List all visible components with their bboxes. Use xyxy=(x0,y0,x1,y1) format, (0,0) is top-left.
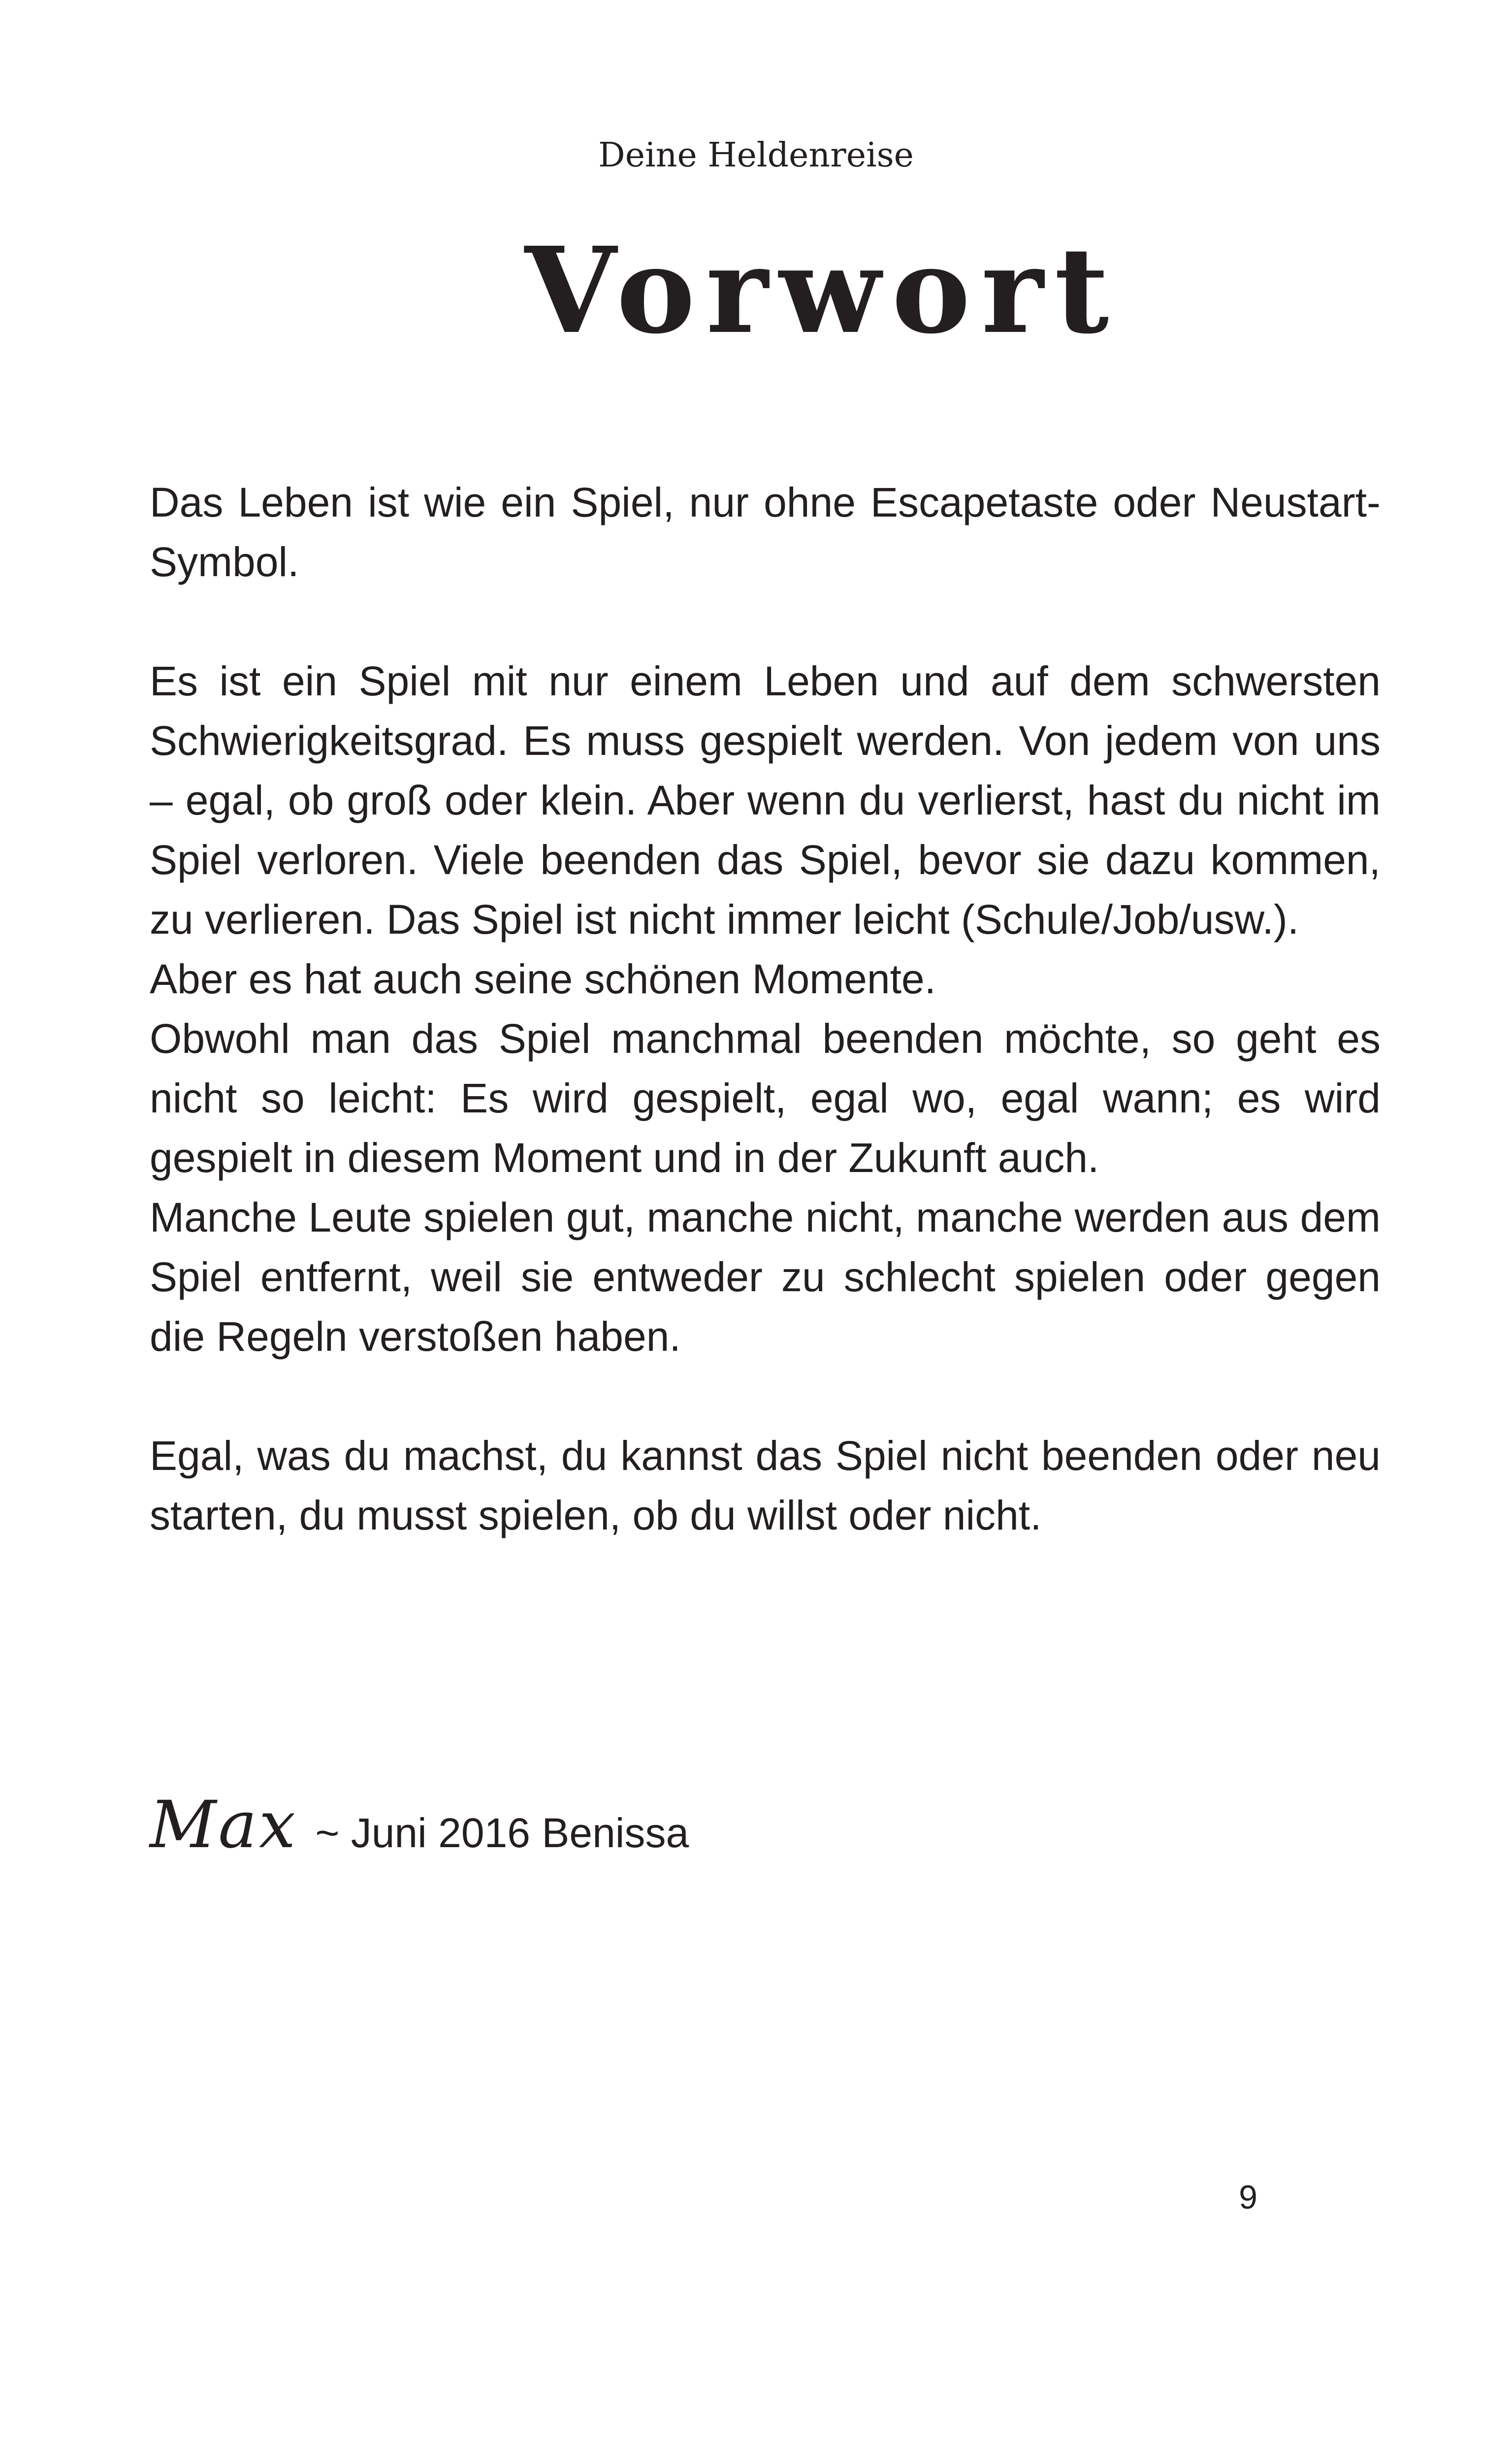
chapter-title: Vorwort xyxy=(524,221,1120,360)
paragraph-one-life: Es ist ein Spiel mit nur einem Leben und auf dem schwersten Schwierigkeitsgrad. Es muss gespielt werden. Von jedem von uns – egal, ob groß oder klein. Aber wenn du verlierst, hast du nicht im Spiel verloren. Viele beenden das Spiel, bevor sie dazu kommen, zu verlieren. Das Spiel ist nicht immer leicht (Schule/Job/usw.). xyxy=(150,658,1381,943)
paragraph-conclusion: Egal, was du machst, du kannst das Spiel nicht beenden oder neu starten, du musst spielen, ob du willst oder nicht. xyxy=(150,1433,1381,1538)
page-number: 9 xyxy=(1239,2179,1257,2216)
signature-line xyxy=(150,1787,689,1863)
signature-date-place: ~ Juni 2016 Benissa xyxy=(315,1810,689,1856)
paragraph-beautiful-moments: Aber es hat auch seine schönen Momente. xyxy=(150,956,936,1002)
paragraph-removed-from-game: Manche Leute spielen gut, manche nicht, manche werden aus dem Spiel entfernt, weil sie entweder zu schlecht spielen oder gegen die Regeln verstoßen haben. xyxy=(150,1194,1381,1360)
author-signature: Max xyxy=(150,1787,298,1863)
paragraph-keep-playing: Obwohl man das Spiel manchmal beenden möchte, so geht es nicht so leicht: Es wird gespielt, egal wo, egal wann; es wird gespielt in diesem Moment und in der Zukunft auch. xyxy=(150,1015,1381,1181)
running-header: Deine Heldenreise xyxy=(598,136,914,175)
paragraph-intro: Das Leben ist wie ein Spiel, nur ohne Escapetaste oder Neustart-Symbol. xyxy=(150,479,1381,585)
body-text xyxy=(150,473,1381,1545)
